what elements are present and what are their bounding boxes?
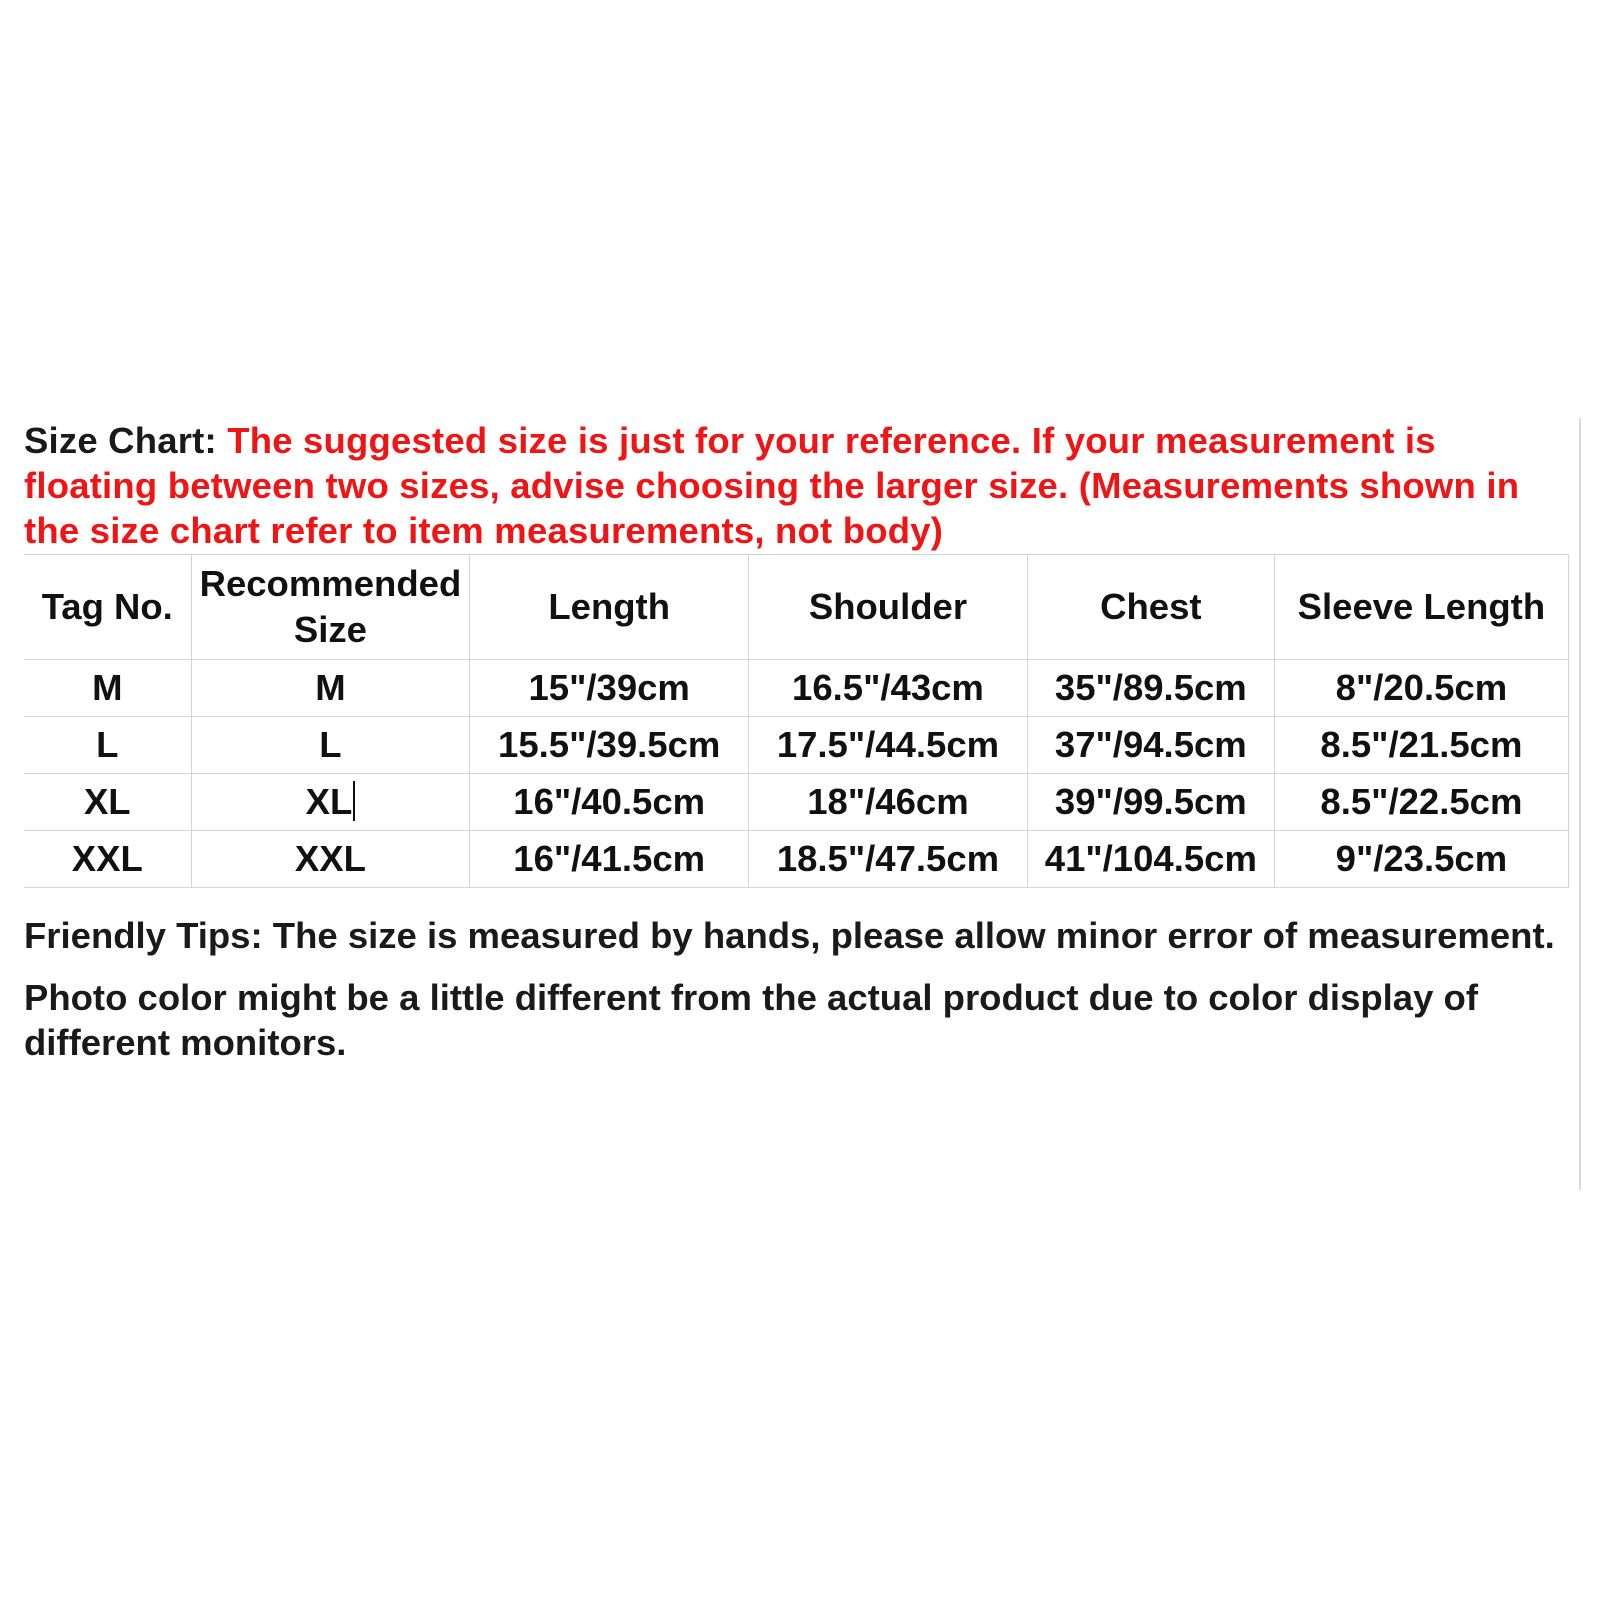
friendly-tips: Friendly Tips: The size is measured by hands, please allow minor error of measurement.: [24, 915, 1555, 956]
cell-tag-no: M: [24, 660, 191, 717]
cell-length: 16"/41.5cm: [470, 831, 749, 888]
table-row: [24, 717, 1569, 774]
size-advice-note: The suggested size is just for your reference. If your measurement is floating between two sizes, advise choosing the larger size. (Measurements shown in the size chart refer to item measurements, not body): [24, 420, 1520, 551]
cell-length: 15.5"/39.5cm: [470, 717, 749, 774]
cell-shoulder: 18"/46cm: [749, 774, 1028, 831]
table-header-row: [24, 555, 1569, 660]
right-divider: [1579, 418, 1581, 1190]
table-row: [24, 831, 1569, 888]
cell-chest: 39"/99.5cm: [1027, 774, 1274, 831]
cell-recommended-size: M: [191, 660, 470, 717]
cell-chest: 41"/104.5cm: [1027, 831, 1274, 888]
cell-tag-no: XL: [24, 774, 191, 831]
color-disclaimer: Photo color might be a little different from the actual product due to color display of different monitors.: [24, 977, 1478, 1063]
cell-chest: 37"/94.5cm: [1027, 717, 1274, 774]
cell-length: 15"/39cm: [470, 660, 749, 717]
cell-sleeve-length: 9"/23.5cm: [1274, 831, 1568, 888]
size-table: [24, 554, 1569, 888]
table-row: [24, 660, 1569, 717]
cell-recommended-size: L: [191, 717, 470, 774]
cell-sleeve-length: 8.5"/21.5cm: [1274, 717, 1568, 774]
cell-tag-no: L: [24, 717, 191, 774]
cell-recommended-size-label: XL: [305, 781, 353, 822]
cell-sleeve-length: 8.5"/22.5cm: [1274, 774, 1568, 831]
header-sleeve-length: Sleeve Length: [1274, 555, 1568, 660]
cell-shoulder: 18.5"/47.5cm: [749, 831, 1028, 888]
header-shoulder: Shoulder: [749, 555, 1028, 660]
header-tag-no: Tag No.: [24, 555, 191, 660]
cell-chest: 35"/89.5cm: [1027, 660, 1274, 717]
cell-recommended-size: [191, 774, 470, 831]
size-chart-intro: [24, 418, 1576, 553]
cell-shoulder: 16.5"/43cm: [749, 660, 1028, 717]
cell-recommended-size: XXL: [191, 831, 470, 888]
table-row: [24, 774, 1569, 831]
header-recommended-size-label: Recommended Size: [199, 563, 462, 650]
size-chart-heading: Size Chart:: [24, 420, 217, 461]
header-length: Length: [470, 555, 749, 660]
cell-shoulder: 17.5"/44.5cm: [749, 717, 1028, 774]
text-cursor: [353, 781, 355, 821]
cell-tag-no: XXL: [24, 831, 191, 888]
header-recommended-size: [191, 555, 470, 660]
size-chart-document: [24, 418, 1576, 1065]
cell-sleeve-length: 8"/20.5cm: [1274, 660, 1568, 717]
header-chest: Chest: [1027, 555, 1274, 660]
cell-length: 16"/40.5cm: [470, 774, 749, 831]
